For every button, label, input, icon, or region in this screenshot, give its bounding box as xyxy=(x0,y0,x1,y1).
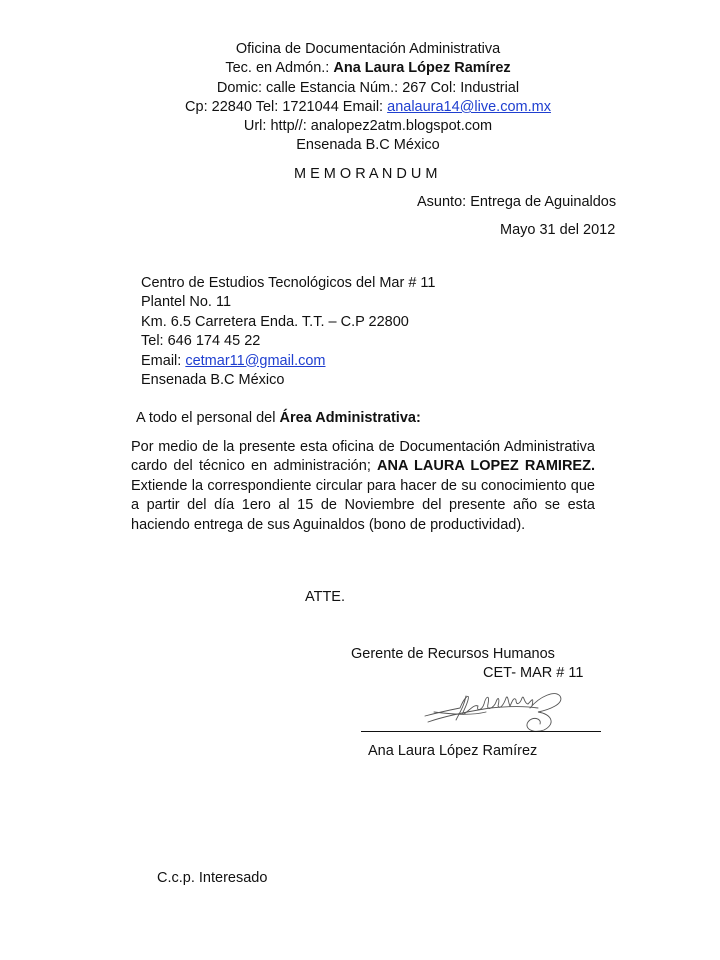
greeting-area: Área Administrativa: xyxy=(279,410,421,426)
body-part-1: Por medio de la presente esta oficina de Documentación Administrativa cardo del técnico en administración; xyxy=(131,439,595,475)
greeting-prefix: A todo el personal del xyxy=(136,410,280,426)
tech-line xyxy=(0,59,720,78)
body-part-2: Extiende la correspondiente circular para hacer de su conocimiento que a partir del día 1ero al 15 de Noviembre del presente año se esta haciendo entrega de sus Aguinaldos (bono de productividad). xyxy=(131,477,595,533)
memo-subject: Asunto: Entrega de Aguinaldos xyxy=(417,194,617,210)
office-address: Domic: calle Estancia Núm.: 267 Col: Industrial xyxy=(216,79,520,96)
header-email-link[interactable]: analaura14@live.com.mx xyxy=(387,98,551,115)
tech-label: Tec. en Admón.: xyxy=(225,60,334,77)
ccp-note: C.c.p. Interesado xyxy=(157,870,268,886)
closing-atte: ATTE. xyxy=(305,589,346,605)
recipient-address: Km. 6.5 Carretera Enda. T.T. – C.P 22800 xyxy=(141,313,409,330)
signer-org: CET- MAR # 11 xyxy=(483,665,584,681)
signer-name: Ana Laura López Ramírez xyxy=(368,743,538,759)
recipient-email-label: Email: xyxy=(141,352,186,369)
letterhead xyxy=(0,40,720,156)
contact-line xyxy=(0,98,720,117)
contact-prefix: Cp: 22840 Tel: 1721044 Email: xyxy=(185,98,388,115)
recipient-email-line xyxy=(141,352,435,371)
recipient-block xyxy=(141,274,435,390)
recipient-campus: Plantel No. 11 xyxy=(141,294,232,311)
memo-title: M E M O R A N D U M xyxy=(294,166,438,182)
office-name: Oficina de Documentación Administrativa xyxy=(235,41,501,57)
body-paragraph xyxy=(131,438,595,535)
office-city: Ensenada B.C México xyxy=(296,137,440,154)
blog-url: Url: http//: analopez2atm.blogspot.com xyxy=(243,118,493,135)
signature-line xyxy=(361,731,601,732)
memo-date: Mayo 31 del 2012 xyxy=(500,222,616,238)
signer-role: Gerente de Recursos Humanos xyxy=(351,646,555,662)
recipient-institution: Centro de Estudios Tecnológicos del Mar # 11 xyxy=(141,275,436,291)
greeting xyxy=(136,410,421,426)
tech-name: Ana Laura López Ramírez xyxy=(333,60,511,77)
recipient-email-link[interactable]: cetmar11@gmail.com xyxy=(185,352,326,369)
handwritten-signature-icon xyxy=(420,686,570,736)
recipient-city: Ensenada B.C México xyxy=(141,372,285,389)
body-name-bold: ANA LAURA LOPEZ RAMIREZ. xyxy=(377,458,595,475)
recipient-phone: Tel: 646 174 45 22 xyxy=(141,333,261,350)
